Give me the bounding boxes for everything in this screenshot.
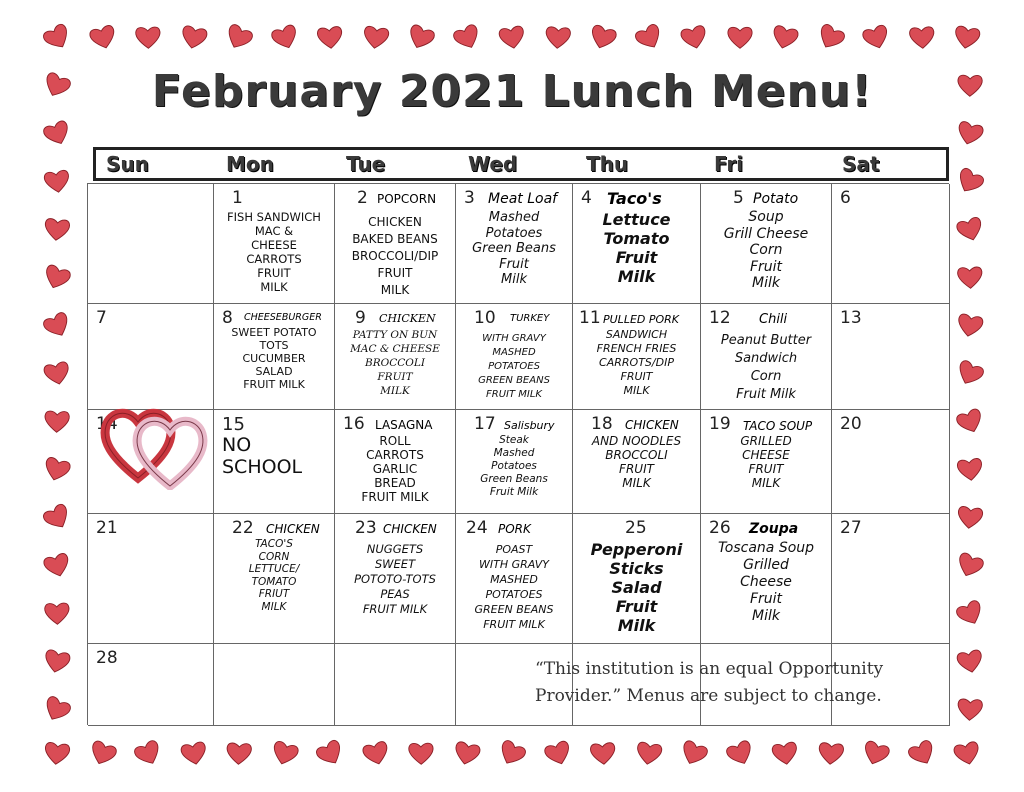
- heart-icon: [88, 22, 118, 52]
- menu-first-item: PORK: [498, 522, 531, 536]
- day-cell-2: [335, 184, 456, 304]
- day-number: 27: [840, 518, 862, 538]
- menu-first-item: Salisbury: [504, 419, 555, 432]
- day-cell-4: [573, 184, 701, 304]
- day-cell-15: [214, 410, 335, 514]
- day-number: 25: [625, 518, 647, 538]
- heart-icon: [907, 22, 937, 52]
- heart-icon: [955, 550, 985, 580]
- heart-icon: [955, 406, 985, 436]
- heart-icon: [955, 118, 985, 148]
- heart-icon: [224, 738, 254, 768]
- heart-icon: [588, 738, 618, 768]
- menu-first-item: Potato: [753, 191, 799, 207]
- menu-items: AND NOODLES BROCCOLI FRUIT MILK: [591, 434, 682, 490]
- heart-icon: [406, 738, 436, 768]
- heart-icon: [42, 166, 72, 196]
- day-number: 18: [591, 414, 613, 434]
- heart-icon: [133, 738, 163, 768]
- heart-icon: [955, 646, 985, 676]
- no-school-label: NO SCHOOL: [222, 434, 303, 478]
- day-number: 10: [474, 308, 496, 328]
- day-cell-19: [701, 410, 832, 514]
- menu-first-item: PULLED PORK: [603, 313, 680, 326]
- day-cell-21: [88, 514, 214, 644]
- menu-items: POAST WITH GRAVY MASHED POTATOES GREEN BEANS FRUIT MILK: [474, 543, 554, 631]
- heart-icon: [543, 738, 573, 768]
- weekday-sat: Sat: [842, 152, 880, 176]
- menu-items: Mashed Potatoes Green Beans Fruit Milk: [472, 210, 556, 287]
- heart-icon: [634, 738, 664, 768]
- day-cell-13: [832, 304, 950, 410]
- heart-icon: [725, 738, 755, 768]
- day-number: 12: [709, 308, 731, 328]
- day-number: 1: [232, 188, 243, 208]
- heart-icon: [955, 598, 985, 628]
- day-cell-27: [832, 514, 950, 644]
- day-number: 2: [357, 188, 368, 208]
- day-cell-17: [456, 410, 573, 514]
- day-number: 24: [466, 518, 488, 538]
- heart-icon: [42, 358, 72, 388]
- day-number: 23: [355, 518, 377, 538]
- day-cell-12: [701, 304, 832, 410]
- disclaimer-note: “This institution is an equal Opportunity Provider.” Menus are subject to change.: [535, 659, 884, 706]
- day-number: 19: [709, 414, 731, 434]
- weekday-fri: Fri: [714, 152, 744, 176]
- weekday-mon: Mon: [226, 152, 274, 176]
- heart-icon: [952, 22, 982, 52]
- heart-icon: [42, 118, 72, 148]
- day-cell-22: [214, 514, 335, 644]
- heart-icon: [315, 738, 345, 768]
- heart-icon: [955, 214, 985, 244]
- day-cell-5: [701, 184, 832, 304]
- menu-first-item: CHEESEBURGER: [244, 312, 322, 323]
- day-cell-26: [701, 514, 832, 644]
- valentine-hearts-icon: [100, 400, 210, 490]
- calendar-grid: [87, 183, 949, 725]
- day-number: 7: [96, 308, 107, 328]
- heart-icon: [42, 310, 72, 340]
- heart-icon: [543, 22, 573, 52]
- day-cell-9: [335, 304, 456, 410]
- heart-icon: [952, 738, 982, 768]
- day-number: 21: [96, 518, 118, 538]
- heart-icon: [42, 646, 72, 676]
- heart-icon: [270, 22, 300, 52]
- day-cell-6: [832, 184, 950, 304]
- menu-first-item: CHICKEN: [266, 522, 320, 536]
- day-number: 15: [222, 414, 245, 435]
- menu-first-item: TURKEY: [510, 313, 550, 324]
- heart-icon: [955, 694, 985, 724]
- day-number: 26: [709, 518, 731, 538]
- menu-items: Toscana Soup Grilled Cheese Fruit Milk: [717, 540, 815, 624]
- heart-icon: [361, 22, 391, 52]
- menu-first-item: Zoupa: [749, 521, 799, 537]
- menu-items: PATTY ON BUN MAC & CHEESE BROCCOLI FRUIT MILK: [350, 329, 440, 397]
- heart-icon: [955, 358, 985, 388]
- day-number: 9: [355, 308, 366, 328]
- day-number: 3: [464, 188, 475, 208]
- menu-items: NUGGETS SWEET POTOTO-TOTS PEAS FRUIT MILK: [354, 542, 436, 616]
- day-cell-24: [456, 514, 573, 644]
- menu-first-item: Chili: [759, 312, 788, 327]
- heart-icon: [42, 454, 72, 484]
- heart-icon: [452, 22, 482, 52]
- heart-icon: [452, 738, 482, 768]
- heart-icon: [955, 262, 985, 292]
- day-cell-25: [573, 514, 701, 644]
- heart-icon: [179, 738, 209, 768]
- menu-items: SWEET POTATO TOTS CUCUMBER SALAD FRUIT MILK: [231, 326, 317, 391]
- heart-icon: [42, 550, 72, 580]
- heart-icon: [42, 694, 72, 724]
- menu-first-item: CHICKEN: [383, 522, 437, 536]
- day-cell-empty: [214, 644, 335, 726]
- day-cell-1: [214, 184, 335, 304]
- day-number: 20: [840, 414, 862, 434]
- menu-items: SANDWICH FRENCH FRIES CARROTS/DIP FRUIT MILK: [596, 328, 677, 397]
- menu-first-item: Taco's: [607, 189, 662, 208]
- menu-items: Soup Grill Cheese Corn Fruit Milk: [723, 209, 809, 291]
- weekday-header: [93, 147, 949, 181]
- heart-icon: [270, 738, 300, 768]
- heart-icon: [42, 406, 72, 436]
- day-cell-28: [88, 644, 214, 726]
- heart-icon: [907, 738, 937, 768]
- heart-icon: [42, 22, 72, 52]
- heart-icon: [315, 22, 345, 52]
- day-number: 4: [581, 188, 592, 208]
- heart-icon: [179, 22, 209, 52]
- heart-icon: [361, 738, 391, 768]
- weekday-sun: Sun: [106, 152, 149, 176]
- heart-icon: [88, 738, 118, 768]
- weekday-thu: Thu: [586, 152, 629, 176]
- menu-items: Lettuce Tomato Fruit Milk: [602, 210, 671, 286]
- heart-icon: [861, 738, 891, 768]
- page-title: February 2021 Lunch Menu!: [151, 66, 873, 117]
- heart-icon: [497, 738, 527, 768]
- heart-icon: [497, 22, 527, 52]
- day-cell-3: [456, 184, 573, 304]
- heart-icon: [770, 22, 800, 52]
- day-number: 13: [840, 308, 862, 328]
- heart-icon: [679, 22, 709, 52]
- heart-icon: [406, 22, 436, 52]
- day-cell-11: [573, 304, 701, 410]
- heart-icon: [224, 22, 254, 52]
- heart-icon: [634, 22, 664, 52]
- heart-icon: [679, 738, 709, 768]
- day-cell-16: [335, 410, 456, 514]
- menu-items: TACO'S CORN LETTUCE/ TOMATO FRIUT MILK: [248, 538, 300, 613]
- heart-icon: [133, 22, 163, 52]
- menu-items: WITH GRAVY MASHED POTATOES GREEN BEANS FRUIT MILK: [478, 333, 550, 400]
- calendar: [87, 147, 949, 725]
- day-cell-7: [88, 304, 214, 410]
- heart-icon: [955, 502, 985, 532]
- heart-icon: [861, 22, 891, 52]
- day-cell-10: [456, 304, 573, 410]
- day-number: 14: [96, 414, 118, 434]
- menu-items: GRILLED CHEESE FRUIT MILK: [740, 434, 792, 490]
- menu-items: ROLL CARROTS GARLIC BREAD FRUIT MILK: [361, 434, 429, 504]
- menu-items: FISH SANDWICH MAC & CHEESE CARROTS FRUIT MILK: [227, 210, 321, 294]
- menu-first-item: LASAGNA: [375, 418, 433, 432]
- day-cell-23: [335, 514, 456, 644]
- day-cell-8: [214, 304, 335, 410]
- heart-icon: [816, 22, 846, 52]
- heart-icon: [42, 502, 72, 532]
- day-cell-empty: [88, 184, 214, 304]
- menu-items: CHICKEN BAKED BEANS BROCCOLI/DIP FRUIT MILK: [351, 215, 439, 297]
- day-number: 28: [96, 648, 118, 668]
- heart-icon: [42, 598, 72, 628]
- day-number: 16: [343, 414, 365, 434]
- heart-icon: [42, 262, 72, 292]
- menu-items: Pepperoni Sticks Salad Fruit Milk: [590, 540, 683, 635]
- heart-icon: [955, 166, 985, 196]
- menu-items: Steak Mashed Potatoes Green Beans Fruit Milk: [480, 434, 548, 498]
- menu-first-item: TACO SOUP: [743, 419, 813, 433]
- day-cell-20: [832, 410, 950, 514]
- day-number: 17: [474, 414, 496, 434]
- menu-first-item: CHICKEN: [379, 312, 436, 325]
- heart-icon: [42, 738, 72, 768]
- heart-icon: [955, 310, 985, 340]
- heart-icon: [725, 22, 755, 52]
- menu-first-item: Meat Loaf: [488, 191, 558, 207]
- day-number: 11: [579, 308, 601, 328]
- heart-icon: [588, 22, 618, 52]
- heart-icon: [816, 738, 846, 768]
- day-number: 6: [840, 188, 851, 208]
- day-cell-empty: [335, 644, 456, 726]
- heart-icon: [42, 214, 72, 244]
- day-number: 8: [222, 308, 233, 328]
- day-cell-18: [573, 410, 701, 514]
- day-number: 22: [232, 518, 254, 538]
- menu-items: Peanut Butter Sandwich Corn Fruit Milk: [720, 333, 812, 402]
- heart-icon: [955, 454, 985, 484]
- day-number: 5: [733, 188, 744, 208]
- weekday-wed: Wed: [468, 152, 518, 176]
- heart-icon: [770, 738, 800, 768]
- menu-first-item: CHICKEN: [625, 418, 679, 432]
- menu-first-item: POPCORN: [377, 192, 437, 206]
- weekday-tue: Tue: [346, 152, 386, 176]
